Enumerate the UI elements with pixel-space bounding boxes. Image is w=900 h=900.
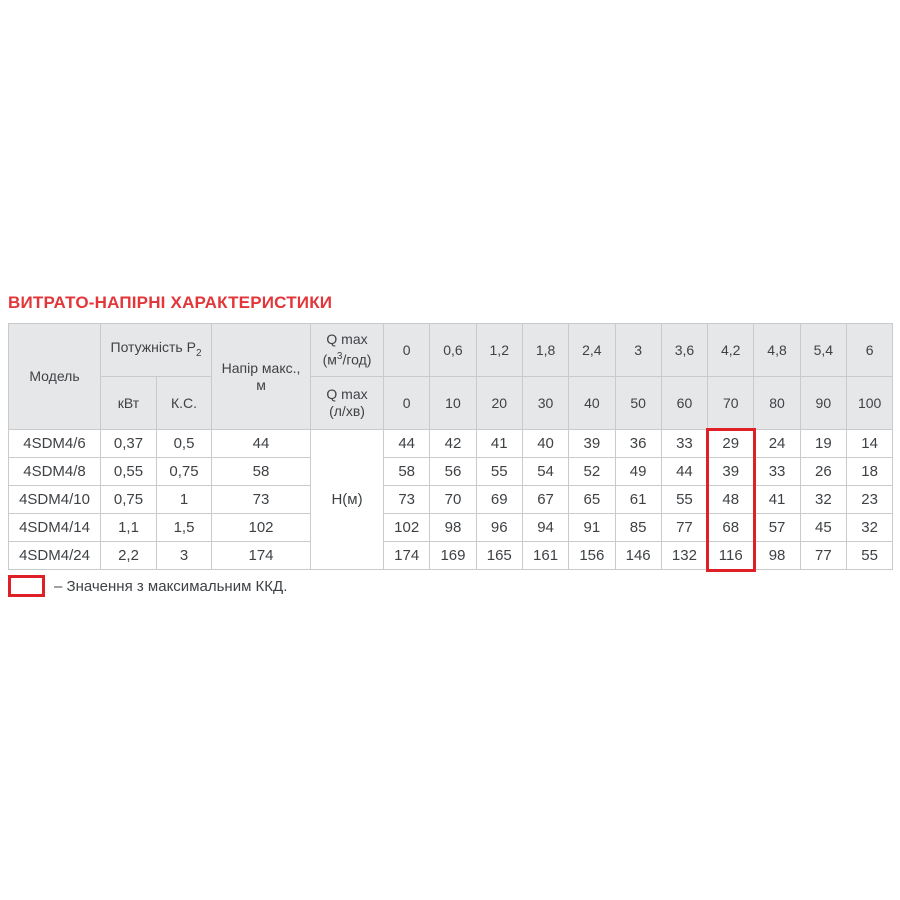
col-header-qmax-m3h [311,324,384,377]
legend [8,575,287,597]
hp-cell: 1 [157,486,212,514]
kw-cell: 0,75 [101,486,157,514]
hp-cell: 0,75 [157,458,212,486]
flow-lmin-header-cell: 0 [384,377,430,430]
h-value-cell: 56 [430,458,476,486]
h-value-cell: 33 [754,458,800,486]
flow-m3h-header-cell: 4,8 [754,324,800,377]
header-row-flow-lmin [9,377,893,430]
pump-spec-table [8,323,893,570]
flow-lmin-header-cell: 20 [476,377,522,430]
h-value-cell: 65 [569,486,615,514]
h-value-cell: 70 [430,486,476,514]
col-header-qmax-lmin [311,377,384,430]
kw-cell: 0,55 [101,458,157,486]
h-value-cell: 42 [430,430,476,458]
flow-m3h-header-cell: 4,2 [708,324,754,377]
h-value-cell: 91 [569,514,615,542]
col-header-model: Модель [9,324,101,430]
h-value-cell: 77 [800,542,846,570]
qmax-m3h-line2: $(м^3/год)$ [322,351,372,368]
h-value-cell: 36 [615,430,661,458]
h-value-cell: 77 [661,514,707,542]
power-subscript: 2 [195,347,202,359]
legend-highlight-swatch [8,575,45,597]
table-row [9,458,893,486]
flow-lmin-header-cell: 100 [846,377,892,430]
qmax-lmin-line2: (л/хв) [329,403,365,419]
h-value-cell: 174 [384,542,430,570]
head-max-cell: 174 [212,542,311,570]
col-header-hp: К.С. [157,377,212,430]
header-row-flow-m3h [9,324,893,377]
h-value-cell: 102 [384,514,430,542]
h-value-cell: 29 [708,430,754,458]
flow-m3h-header-cell: 3 [615,324,661,377]
flow-lmin-header-cell: 60 [661,377,707,430]
table-header [9,324,893,430]
h-value-cell: 146 [615,542,661,570]
flow-lmin-header-cell: 40 [569,377,615,430]
h-value-cell: 98 [430,514,476,542]
table-row [9,514,893,542]
h-value-cell: 156 [569,542,615,570]
h-value-cell: 45 [800,514,846,542]
head-max-cell: 102 [212,514,311,542]
kw-cell: 1,1 [101,514,157,542]
h-value-cell: 39 [569,430,615,458]
table-row [9,486,893,514]
section-title: ВИТРАТО-НАПІРНІ ХАРАКТЕРИСТИКИ [8,293,333,312]
h-value-cell: 32 [846,514,892,542]
flow-lmin-header-cell: 80 [754,377,800,430]
h-value-cell: 96 [476,514,522,542]
flow-m3h-header-cell: 5,4 [800,324,846,377]
h-value-cell: 41 [754,486,800,514]
model-cell: 4SDM4/24 [9,542,101,570]
h-value-cell: 67 [522,486,568,514]
h-value-cell: 58 [384,458,430,486]
h-value-cell: 165 [476,542,522,570]
h-value-cell: 44 [384,430,430,458]
h-value-cell: 24 [754,430,800,458]
model-cell: 4SDM4/8 [9,458,101,486]
h-value-cell: 40 [522,430,568,458]
h-value-cell: 41 [476,430,522,458]
head-max-line1: Напір макс., [221,359,301,376]
h-value-cell: 55 [846,542,892,570]
qmax-lmin-line1: Q max [326,386,368,402]
model-cell: 4SDM4/10 [9,486,101,514]
h-value-cell: 19 [800,430,846,458]
col-header-kw: кВт [101,377,157,430]
col-header-head-max [212,324,311,430]
hp-cell: 3 [157,542,212,570]
flow-m3h-header-cell: 1,2 [476,324,522,377]
h-value-cell: 98 [754,542,800,570]
h-value-cell: 85 [615,514,661,542]
qmax-m3h-superscript: 3 [336,351,343,363]
h-value-cell: 23 [846,486,892,514]
h-value-cell: 52 [569,458,615,486]
h-value-cell: 26 [800,458,846,486]
kw-cell: 0,37 [101,430,157,458]
flow-m3h-header-cell: 2,4 [569,324,615,377]
h-value-cell: 14 [846,430,892,458]
model-cell: 4SDM4/14 [9,514,101,542]
h-value-cell: 54 [522,458,568,486]
table-body [9,430,893,570]
h-value-cell: 73 [384,486,430,514]
h-unit-cell: Н(м) [311,430,384,570]
head-max-cell: 58 [212,458,311,486]
h-value-cell: 44 [661,458,707,486]
hp-cell: 1,5 [157,514,212,542]
h-value-cell: 32 [800,486,846,514]
h-value-cell: 68 [708,514,754,542]
power-label: Потужність P [110,338,196,355]
model-cell: 4SDM4/6 [9,430,101,458]
flow-lmin-header-cell: 90 [800,377,846,430]
kw-cell: 2,2 [101,542,157,570]
col-header-power [101,324,212,377]
h-value-cell: 169 [430,542,476,570]
flow-lmin-header-cell: 30 [522,377,568,430]
legend-text: – Значення з максимальним ККД. [54,577,288,595]
h-value-cell: 116 [708,542,754,570]
head-max-cell: 73 [212,486,311,514]
flow-m3h-header-cell: 0,6 [430,324,476,377]
h-value-cell: 161 [522,542,568,570]
flow-lmin-header-cell: 50 [615,377,661,430]
h-value-cell: 132 [661,542,707,570]
hp-cell: 0,5 [157,430,212,458]
flow-lmin-header-cell: 70 [708,377,754,430]
flow-m3h-header-cell: 3,6 [661,324,707,377]
h-value-cell: 39 [708,458,754,486]
flow-m3h-header-cell: 1,8 [522,324,568,377]
h-value-cell: 49 [615,458,661,486]
h-value-cell: 48 [708,486,754,514]
h-value-cell: 94 [522,514,568,542]
h-value-cell: 18 [846,458,892,486]
flow-lmin-header-cell: 10 [430,377,476,430]
h-value-cell: 55 [476,458,522,486]
h-value-cell: 57 [754,514,800,542]
head-max-line2: м [256,376,266,393]
head-max-cell: 44 [212,430,311,458]
h-value-cell: 33 [661,430,707,458]
h-value-cell: 55 [661,486,707,514]
qmax-m3h-line1: Q max [326,331,368,348]
flow-m3h-header-cell: 0 [384,324,430,377]
h-value-cell: 61 [615,486,661,514]
table-row [9,430,893,458]
h-value-cell: 69 [476,486,522,514]
table-row [9,542,893,570]
flow-m3h-header-cell: 6 [846,324,892,377]
